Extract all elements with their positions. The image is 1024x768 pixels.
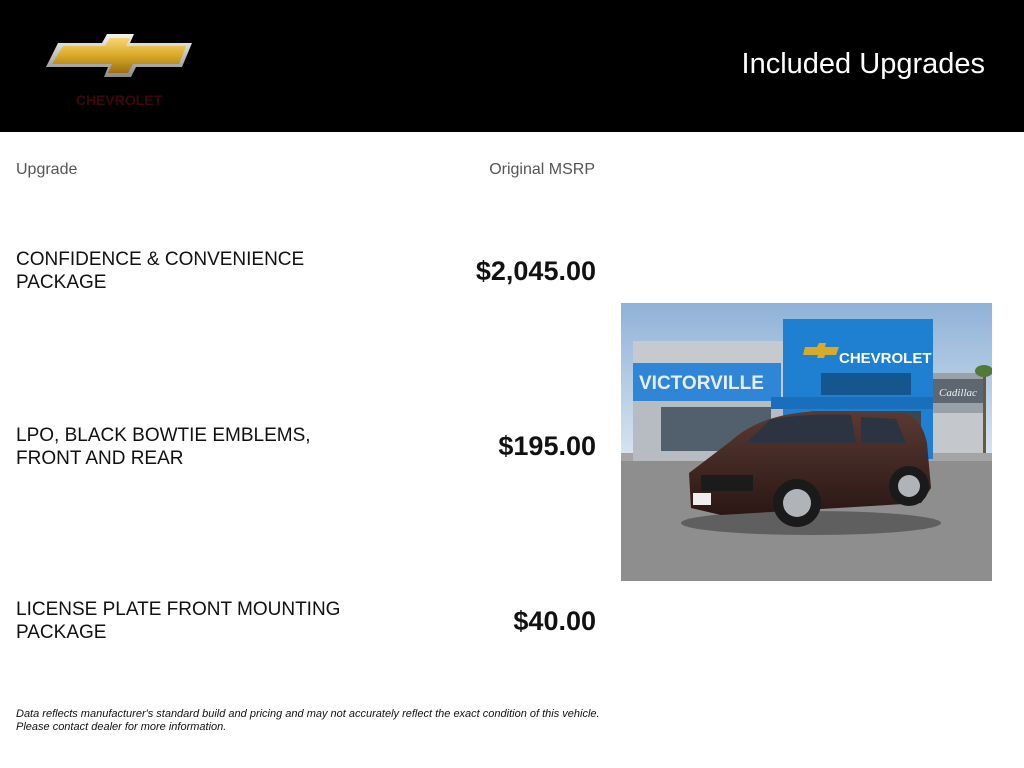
column-header-msrp: Original MSRP bbox=[489, 161, 595, 178]
pricing-disclaimer bbox=[16, 708, 616, 734]
disclaimer-line: Please contact dealer for more information. bbox=[16, 721, 227, 733]
dealership-sign: VICTORVILLE bbox=[639, 373, 764, 394]
page-title: Included Upgrades bbox=[741, 48, 985, 80]
upgrade-name: LPO, BLACK BOWTIE EMBLEMS, FRONT AND REAR bbox=[16, 425, 311, 469]
upgrade-name: LICENSE PLATE FRONT MOUNTING PACKAGE bbox=[16, 599, 341, 643]
upgrade-price: $2,045.00 bbox=[475, 256, 596, 286]
column-header-upgrade: Upgrade bbox=[16, 161, 78, 178]
brand-wordmark: CHEVROLET bbox=[75, 92, 163, 108]
header-bar bbox=[0, 0, 1024, 132]
bowtie-icon bbox=[44, 30, 194, 112]
disclaimer-line: Data reflects manufacturer's standard build and pricing and may not accurately reflect the exact condition of this vehicle. bbox=[16, 708, 600, 720]
vehicle-photo bbox=[621, 303, 992, 581]
upgrade-name: CONFIDENCE & CONVENIENCE PACKAGE bbox=[16, 249, 305, 293]
upgrade-price: $195.00 bbox=[498, 431, 596, 461]
secondary-sign: Cadillac bbox=[939, 387, 977, 399]
brand-sign: CHEVROLET bbox=[839, 350, 932, 367]
upgrade-price: $40.00 bbox=[513, 606, 596, 636]
chevrolet-logo bbox=[44, 30, 194, 112]
